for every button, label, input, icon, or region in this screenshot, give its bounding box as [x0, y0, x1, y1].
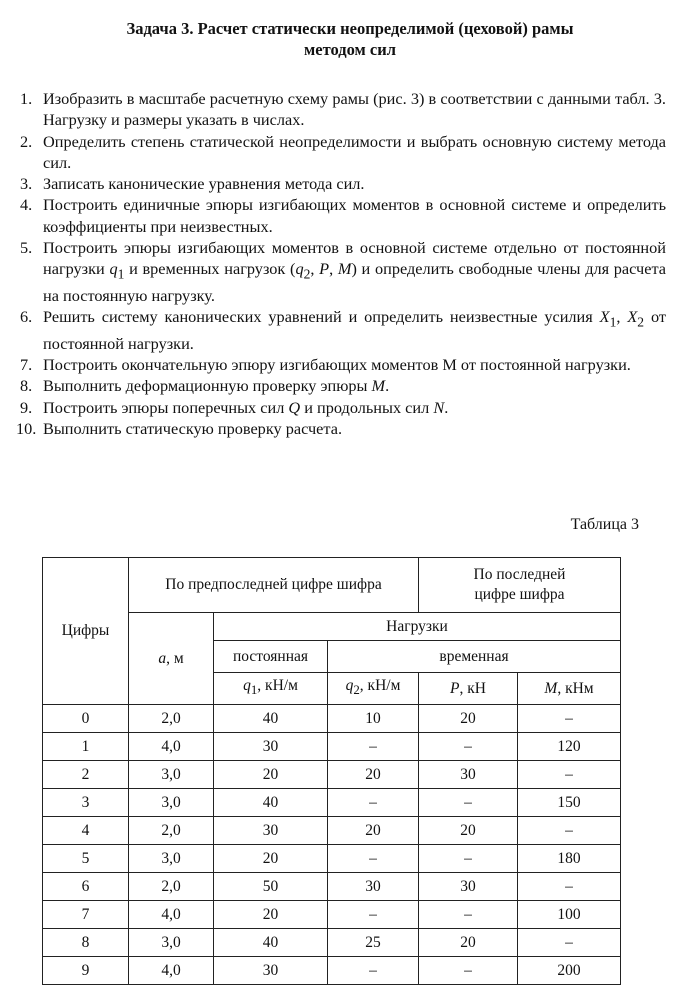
table-cell: – [518, 705, 621, 733]
table-row [43, 817, 621, 845]
header-a-symbol: a [158, 649, 167, 667]
step-text: . [444, 397, 449, 417]
header-loads: Нагрузки [214, 613, 621, 641]
table-cell: – [328, 845, 419, 873]
step-number: 9. [20, 397, 33, 417]
table-cell: 30 [328, 873, 419, 901]
table-cell: 4 [43, 817, 129, 845]
task-step [0, 173, 666, 194]
step-number: 8. [20, 376, 33, 396]
unit: , кН [459, 679, 486, 697]
table-cell: 20 [214, 845, 328, 873]
table-cell: 4,0 [129, 733, 214, 761]
table-cell: 4,0 [129, 957, 214, 985]
step-text: Определить степень статической неопределимости и выбрать основную систему метода сил. [43, 131, 666, 172]
task-step [0, 237, 666, 306]
table-cell: 8 [43, 929, 129, 957]
math-symbol: M [371, 376, 386, 396]
step-number: 7. [20, 355, 33, 375]
subscript: 2 [637, 314, 645, 330]
sym: P [450, 679, 460, 697]
table-cell: 200 [518, 957, 621, 985]
step-text: . [385, 376, 390, 396]
step-number: 5. [20, 238, 33, 258]
table-cell: 1 [43, 733, 129, 761]
table-row [43, 733, 621, 761]
math-symbol: q [109, 259, 118, 279]
table-cell: – [419, 733, 518, 761]
table-cell: – [328, 957, 419, 985]
header-q1 [214, 673, 328, 705]
math-symbol: X [599, 307, 610, 327]
sub: 2 [353, 682, 360, 698]
sym: q [345, 677, 354, 695]
table-cell: 20 [328, 817, 419, 845]
header-a [129, 613, 214, 705]
table-cell: 0 [43, 705, 129, 733]
step-number: 2. [20, 131, 33, 151]
unit: , кН/м [359, 677, 401, 695]
table-cell: 20 [214, 901, 328, 929]
table-cell: 40 [214, 929, 328, 957]
subscript: 1 [609, 314, 617, 330]
math-symbol: M [337, 259, 352, 279]
table-cell: 3,0 [129, 761, 214, 789]
step-text: и временных нагрузок ( [124, 259, 296, 279]
table-row [43, 873, 621, 901]
sym: M [544, 679, 558, 697]
step-text: , [329, 259, 338, 279]
table-cell: – [518, 761, 621, 789]
task-steps-list [0, 88, 666, 439]
header-text: По предпоследней цифре шифра [165, 576, 382, 593]
step-text: Выполнить статическую проверку расчета. [43, 418, 343, 438]
table-cell: 2 [43, 761, 129, 789]
step-text: Построить окончательную эпюру изгибающих моментов М от постоянной нагрузки. [43, 355, 631, 375]
table-cell: 3 [43, 789, 129, 817]
table-row [43, 761, 621, 789]
table-row [43, 789, 621, 817]
header-a-unit: , м [166, 649, 184, 667]
table-cell: – [419, 845, 518, 873]
table-cell: 3,0 [129, 789, 214, 817]
math-symbol: N [433, 397, 445, 417]
task-step [0, 306, 666, 354]
table-cell: 9 [43, 957, 129, 985]
data-table [42, 557, 621, 985]
step-number: 10. [16, 418, 37, 438]
table-cell: 150 [518, 789, 621, 817]
task-step [0, 354, 666, 375]
task-step [0, 194, 666, 237]
table-cell: 2,0 [129, 705, 214, 733]
table-cell: 2,0 [129, 873, 214, 901]
table-cell: 10 [328, 705, 419, 733]
table-cell: 120 [518, 733, 621, 761]
table-caption: Таблица 3 [570, 516, 639, 533]
table-cell: 20 [419, 705, 518, 733]
header-temp: временная [328, 641, 621, 673]
task-title [40, 18, 660, 60]
table-cell: 3,0 [129, 929, 214, 957]
step-text: Построить эпюры поперечных сил [43, 397, 289, 417]
math-symbol: Q [288, 397, 301, 417]
title-line: методом сил [304, 40, 396, 59]
header-text: По последней цифре шифра [473, 566, 566, 603]
table-cell: – [328, 733, 419, 761]
table-cell: 2,0 [129, 817, 214, 845]
step-text: от постоянной нагрузки. [43, 307, 666, 353]
table-cell: – [419, 901, 518, 929]
table-row [43, 901, 621, 929]
header-q2 [328, 673, 419, 705]
table-cell: 4,0 [129, 901, 214, 929]
table-cell: 180 [518, 845, 621, 873]
step-text: Решить систему канонических уравнений и определить неизвестные усилия [43, 307, 600, 327]
subscript: 1 [117, 266, 125, 282]
header-last [419, 558, 621, 613]
table-cell: 30 [419, 873, 518, 901]
table-cell: 20 [328, 761, 419, 789]
table-cell: – [518, 873, 621, 901]
title-line: Задача 3. Расчет статически неопределимой (цеховой) рамы [126, 19, 574, 38]
step-text: Изобразить в масштабе расчетную схему рамы (рис. 3) в соответствии с данными табл. 3. Нагрузку и размеры указать в числах. [43, 89, 666, 130]
table-cell: 5 [43, 845, 129, 873]
task-step [0, 418, 666, 439]
math-symbol: q [295, 259, 304, 279]
table-cell: – [419, 957, 518, 985]
header-digits: Цифры [43, 558, 129, 705]
math-symbol: P [319, 259, 330, 279]
unit: , кНм [557, 679, 594, 697]
step-text: и продольных сил [300, 397, 434, 417]
sym: q [243, 677, 251, 695]
table-cell: 30 [214, 733, 328, 761]
table-cell: – [328, 901, 419, 929]
table-row [43, 845, 621, 873]
table-cell: 6 [43, 873, 129, 901]
table-cell: – [518, 929, 621, 957]
table-cell: 40 [214, 789, 328, 817]
table-cell: 40 [214, 705, 328, 733]
step-number: 3. [20, 174, 33, 194]
step-text: Записать канонические уравнения метода сил. [43, 174, 365, 194]
table-cell: 50 [214, 873, 328, 901]
table-cell: – [328, 789, 419, 817]
math-symbol: X [627, 307, 638, 327]
task-step [0, 375, 666, 396]
sub: 1 [250, 682, 258, 698]
table-cell: 30 [214, 817, 328, 845]
task-step [0, 131, 666, 174]
table-cell: 20 [419, 929, 518, 957]
task-step [0, 397, 666, 418]
step-text: Выполнить деформационную проверку эпюры [43, 376, 372, 396]
step-text: ) и определить свободные члены для расчета на постоянную нагрузку. [43, 259, 667, 305]
step-number: 4. [20, 195, 33, 215]
subscript: 2 [303, 266, 311, 282]
table-cell: – [419, 789, 518, 817]
table-cell: 25 [328, 929, 419, 957]
step-text: Построить единичные эпюры изгибающих моментов в основной системе и определить коэффициенты при неизвестных. [43, 195, 666, 236]
unit: , кН/м [257, 677, 298, 695]
step-text: , [310, 259, 320, 279]
header-penultimate [129, 558, 419, 613]
table-row [43, 705, 621, 733]
step-text: Построить эпюры изгибающих моментов в основной системе отдельно от постоянной нагрузки [43, 238, 666, 279]
task-step [0, 88, 666, 131]
table-cell: 20 [214, 761, 328, 789]
header-P [419, 673, 518, 705]
table-cell: 30 [214, 957, 328, 985]
step-number: 1. [20, 89, 33, 108]
step-number: 6. [20, 307, 33, 327]
header-const: постоянная [214, 641, 328, 673]
table-cell: 20 [419, 817, 518, 845]
table-row [43, 929, 621, 957]
table-cell: – [518, 817, 621, 845]
table-row [43, 957, 621, 985]
table-cell: 100 [518, 901, 621, 929]
table-cell: 30 [419, 761, 518, 789]
step-text: , [616, 307, 628, 327]
table-cell: 3,0 [129, 845, 214, 873]
table-cell: 7 [43, 901, 129, 929]
header-M [518, 673, 621, 705]
